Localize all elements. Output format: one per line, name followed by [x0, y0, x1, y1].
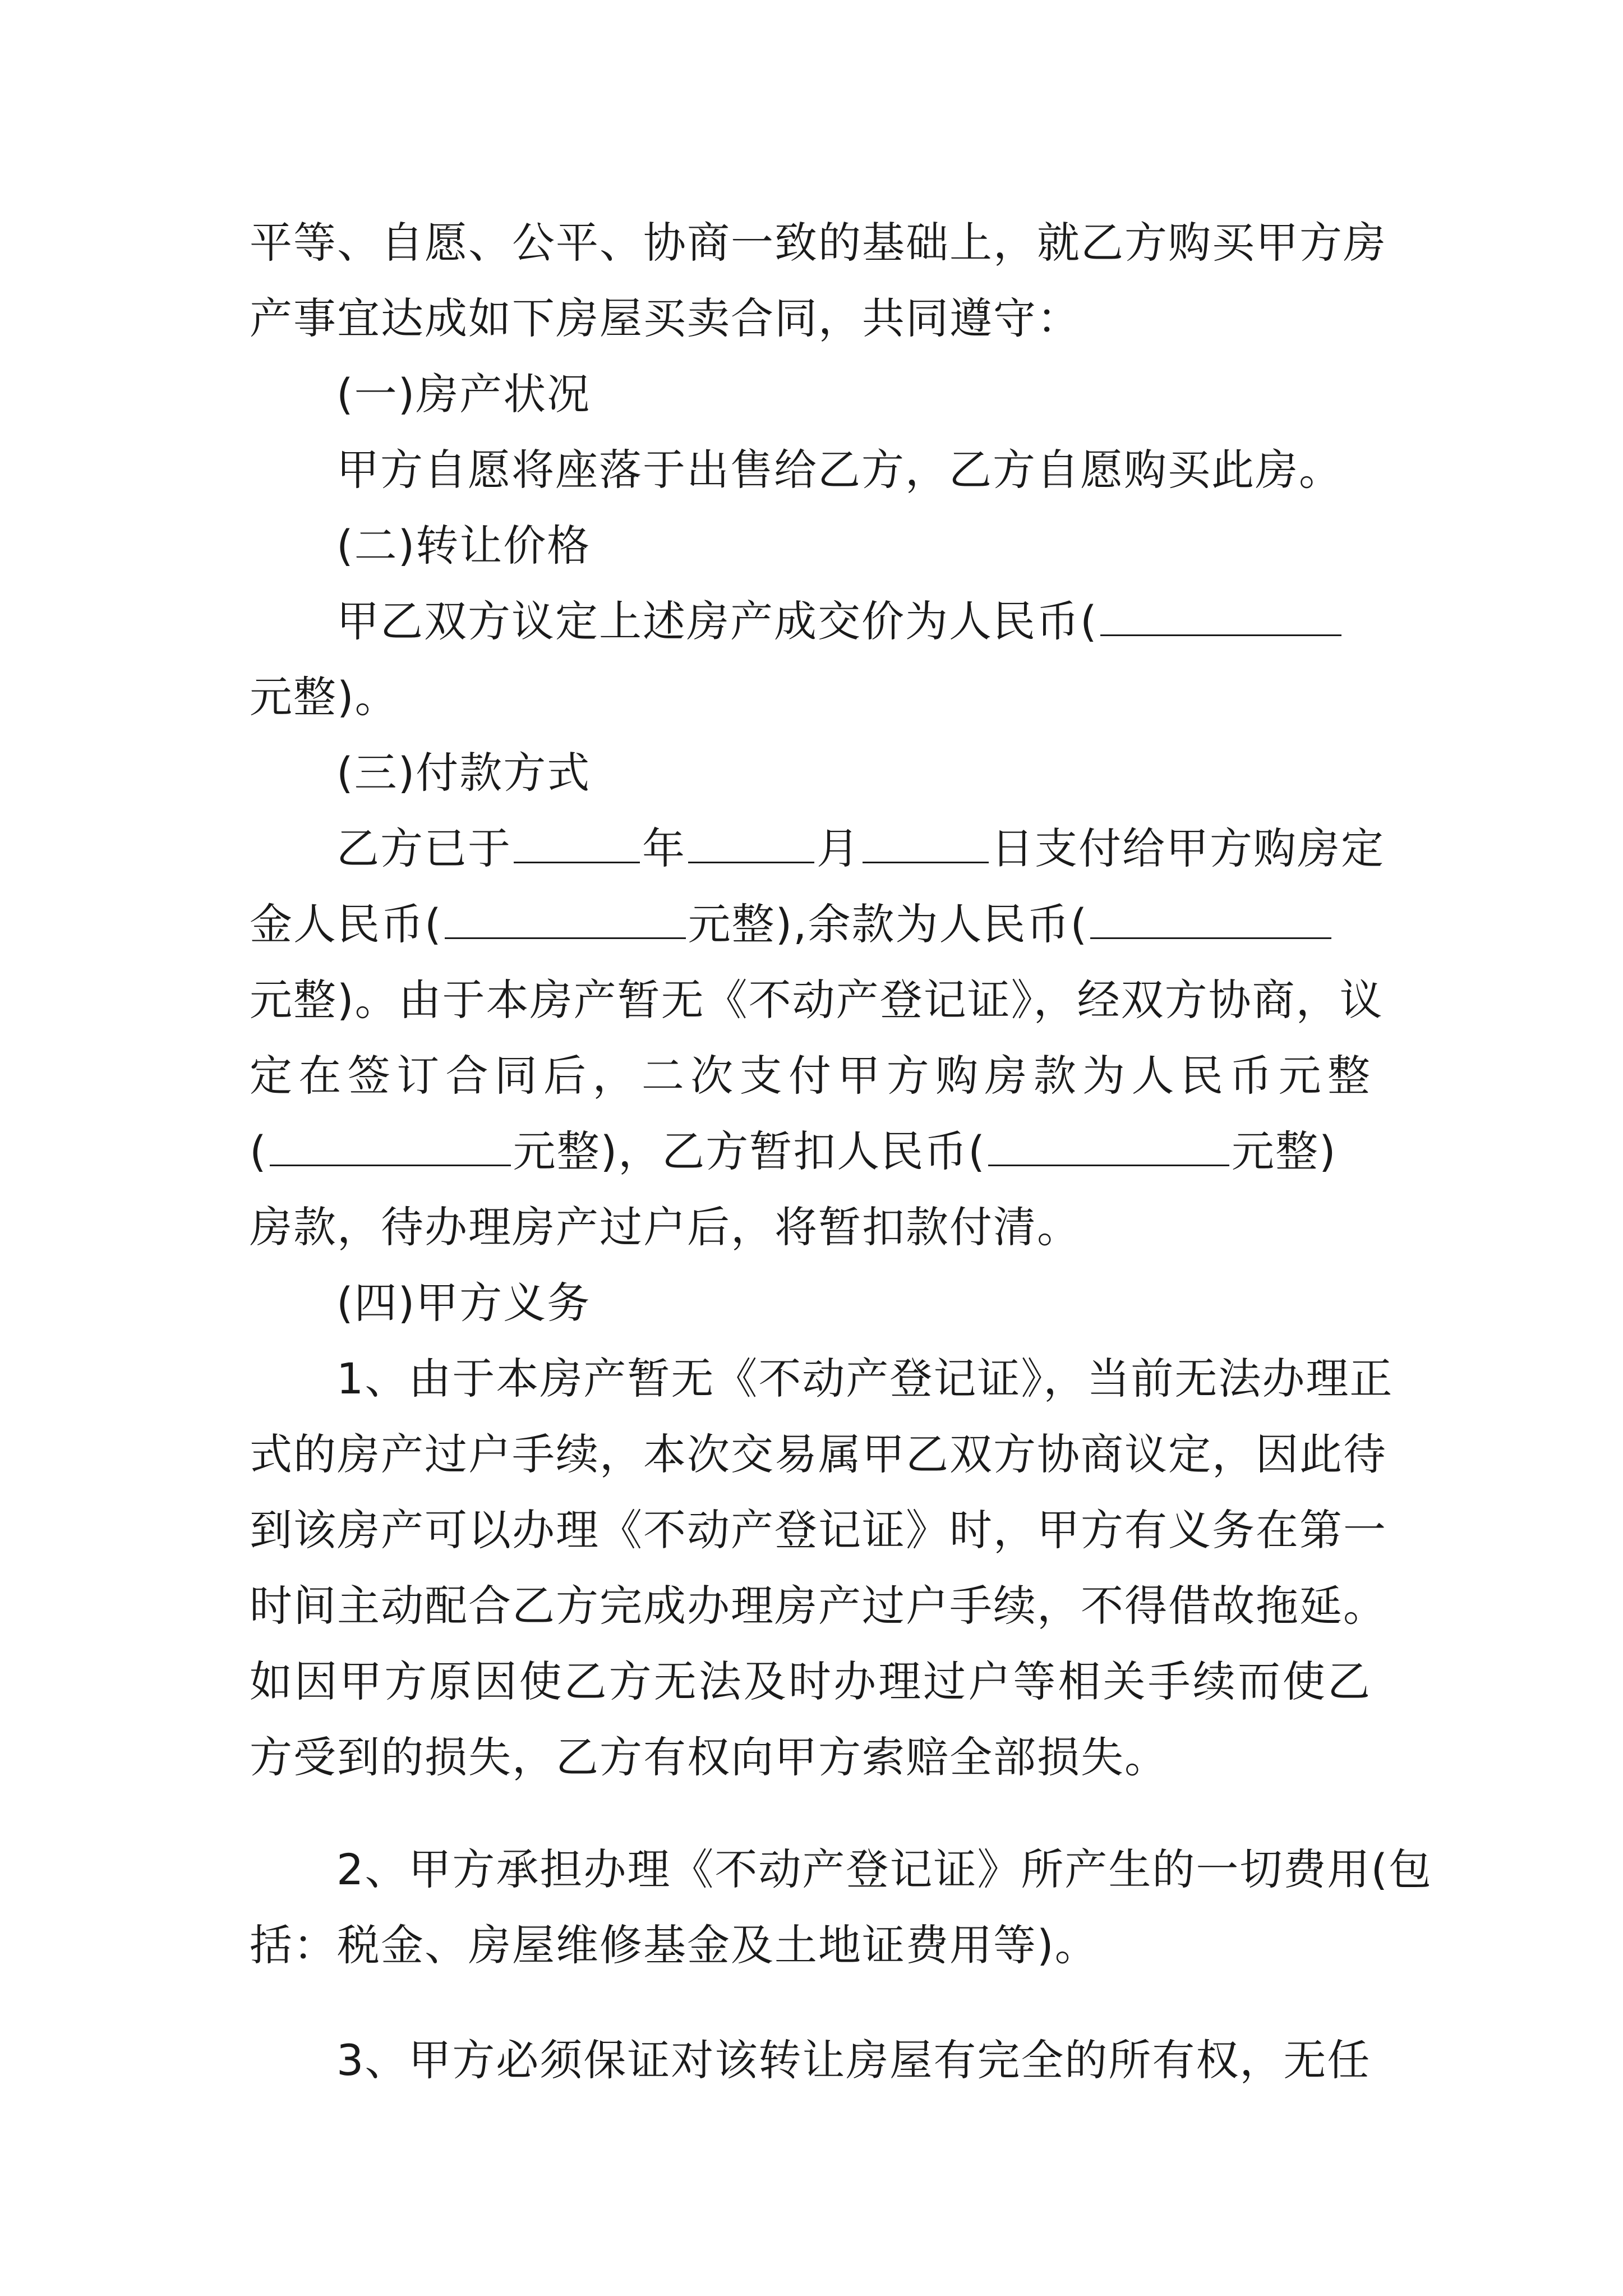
section-heading-payment-method: (三)付款方式 — [336, 748, 591, 798]
line-text: 甲乙双方议定上述房产成交价为人民币( — [336, 596, 1098, 646]
fill-in-blank — [1100, 600, 1341, 636]
paragraph-line: 式的房产过户手续，本次交易属甲乙双方协商议定，因此待 — [250, 1429, 1387, 1479]
line-text: 元整),余款为人民币( — [688, 899, 1089, 949]
paragraph-line: 括：税金、房屋维修基金及土地证费用等)。 — [250, 1920, 1099, 1970]
paragraph-line: 2、甲方承担办理《不动产登记证》所产生的一切费用(包 — [336, 1844, 1433, 1894]
fill-in-blank-year — [514, 827, 640, 863]
line-text: 乙方已于 — [336, 823, 511, 873]
line-text: 金人民币( — [250, 899, 442, 949]
section-heading-party-a-obligations: (四)甲方义务 — [336, 1278, 591, 1328]
line-text: ( — [250, 1126, 268, 1176]
paragraph-line: 定在签订合同后，二次支付甲方购房款为人民币元整 — [250, 1051, 1371, 1101]
line-text: 元整) — [1231, 1126, 1337, 1176]
paragraph-line: 方受到的损失，乙方有权向甲方索赔全部损失。 — [250, 1732, 1168, 1782]
paragraph-line — [336, 811, 1458, 886]
paragraph-line: 3、甲方必须保证对该转让房屋有完全的所有权，无任 — [336, 2035, 1371, 2085]
fill-in-blank-month — [688, 827, 814, 863]
paragraph-line — [336, 583, 1458, 659]
section-heading-property-status: (一)房产状况 — [336, 369, 591, 419]
fill-in-blank — [1090, 903, 1331, 939]
paragraph-line: 到该房产可以办理《不动产登记证》时，甲方有义务在第一 — [250, 1505, 1387, 1555]
paragraph-line: 甲方自愿将座落于出售给乙方，乙方自愿购买此房。 — [336, 445, 1343, 495]
paragraph-line: 产事宜达成如下房屋买卖合同，共同遵守： — [250, 293, 1081, 343]
paragraph-line: 如因甲方原因使乙方无法及时办理过户等相关手续而使乙 — [250, 1657, 1371, 1706]
fill-in-blank — [270, 1130, 511, 1166]
paragraph-line: 元整)。 — [250, 672, 399, 722]
paragraph-line — [250, 886, 1371, 962]
line-text: 年 — [642, 823, 686, 873]
paragraph-line: 元整)。由于本房产暂无《不动产登记证》，经双方协商，议 — [250, 975, 1384, 1025]
paragraph-line — [250, 1114, 1371, 1189]
line-text: 月 — [817, 823, 860, 873]
fill-in-blank — [988, 1130, 1229, 1166]
paragraph-line: 1、由于本房产暂无《不动产登记证》，当前无法办理正 — [336, 1354, 1394, 1404]
paragraph-line: 时间主动配合乙方完成办理房产过户手续，不得借故拖延。 — [250, 1581, 1387, 1631]
paragraph-line: 房款，待办理房产过户后，将暂扣款付清。 — [250, 1202, 1081, 1252]
section-heading-transfer-price: (二)转让价格 — [336, 521, 591, 570]
fill-in-blank-day — [863, 827, 989, 863]
line-text: 日支付给甲方购房定 — [991, 823, 1385, 873]
fill-in-blank — [445, 903, 686, 939]
paragraph-line: 平等、自愿、公平、协商一致的基础上，就乙方购买甲方房 — [250, 218, 1387, 268]
line-text: 元整)，乙方暂扣人民币( — [513, 1126, 986, 1176]
